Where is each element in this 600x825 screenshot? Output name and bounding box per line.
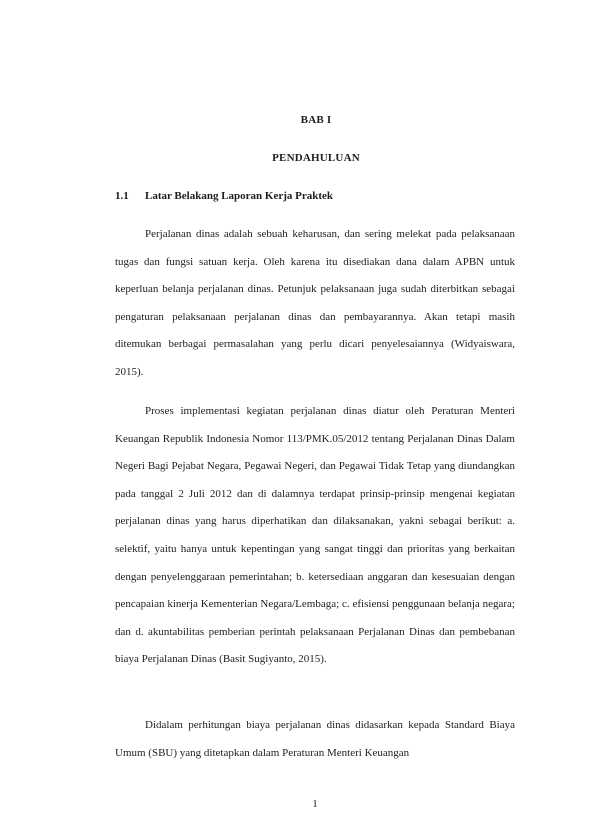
paragraph-block xyxy=(115,398,515,674)
chapter-title: PENDAHULUAN xyxy=(272,152,360,164)
paragraph: Perjalanan dinas adalah sebuah keharusan, dan sering melekat pada pelaksanaan tugas dan fungsi satuan kerja. Oleh karena itu disediakan dana dalam APBN untuk keperluan belanja perjalanan dinas. Petunjuk pelaksanaan juga sudah diterbitkan sebagai pengaturan pelaksanaan perjalanan dinas dan pembayarannya. Akan tetapi masih ditemukan berbagai permasalahan yang perlu dicari penyelesaiannya (Widyaiswara, 2015). xyxy=(115,228,515,378)
chapter-number: BAB I xyxy=(300,114,332,126)
section-title: Latar Belakang Laporan Kerja Praktek xyxy=(145,190,334,202)
paragraph: Proses implementasi kegiatan perjalanan dinas diatur oleh Peraturan Menteri Keuangan Republik Indonesia Nomor 113/PMK.05/2012 tentang Perjalanan Dinas Dalam Negeri Bagi Pejabat Negara, Pegawai Negeri, dan Pegawai Tidak Tetap yang diundangkan pada tanggal 2 Juli 2012 dan di dalamnya terdapat prinsip-prinsip mengenai kegiatan perjalanan dinas yang harus diperhatikan dan dilaksanakan, yakni sebagai berikut: a. selektif, yaitu hanya untuk kepentingan yang sangat tinggi dan prioritas yang berkaitan dengan penyelenggaraan pemerintahan; b. ketersediaan anggaran dan kesesuaian dengan pencapaian kinerja Kementerian Negara/Lembaga; c. efisiensi penggunaan belanja negara; dan d. akuntabilitas pemberian perintah pelaksanaan Perjalanan Dinas dan pembebanan biaya Perjalanan Dinas (Basit Sugiyanto, 2015). xyxy=(115,405,515,666)
paragraph: Didalam perhitungan biaya perjalanan dinas didasarkan kepada Standard Biaya Umum (SBU) yang ditetapkan dalam Peraturan Menteri Keuangan xyxy=(115,719,515,759)
section-heading xyxy=(115,190,333,202)
paragraph-block xyxy=(115,221,515,387)
page-number: 1 xyxy=(312,798,318,810)
section-number: 1.1 xyxy=(115,190,129,202)
paragraph-block xyxy=(115,712,515,767)
